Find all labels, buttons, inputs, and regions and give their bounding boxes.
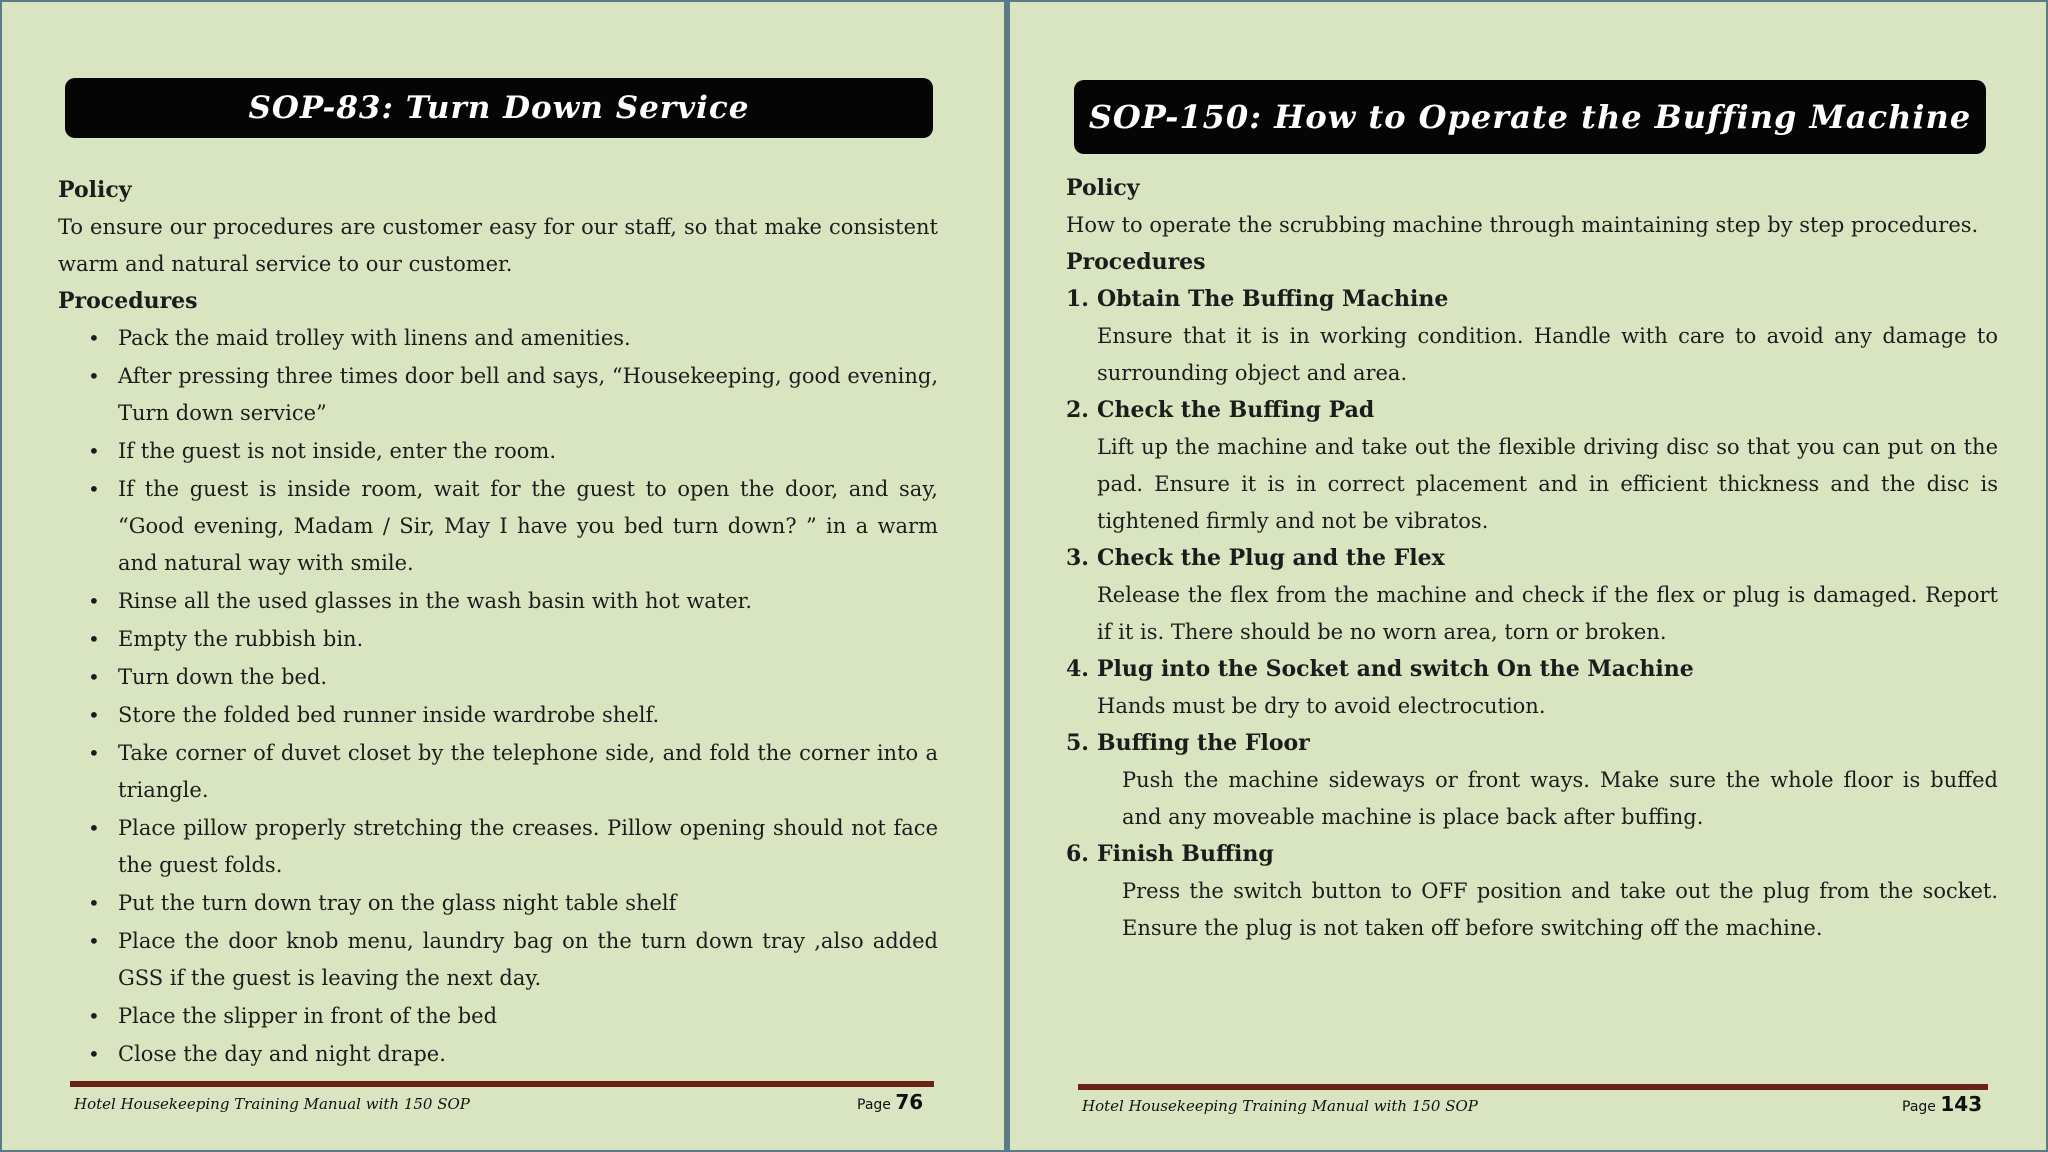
footer-title: Hotel Housekeeping Training Manual with 150 SOP <box>74 1095 470 1113</box>
procedure-step <box>1066 725 1998 836</box>
step-body: Hands must be dry to avoid electrocution. <box>1097 694 1546 718</box>
step-body: Push the machine sideways or front ways. Make sure the whole floor is buffed and any moveable machine is place back after buffing. <box>1122 768 1998 829</box>
step-number: 2. <box>1066 397 1089 423</box>
step-body: Release the flex from the machine and check if the flex or plug is damaged. Report if it is. There should be no worn area, torn or broken. <box>1097 583 1998 644</box>
step-title: Check the Buffing Pad <box>1097 397 1375 423</box>
step-number: 5. <box>1066 730 1089 756</box>
list-item: • Turn down the bed. <box>118 659 938 696</box>
procedures-heading: Procedures <box>1066 249 1206 275</box>
step-body: Lift up the machine and take out the flexible driving disc so that you can put on the pad. Ensure it is in correct placement and in efficient thickness and the disc is tightened firmly and not be vibratos. <box>1097 435 1998 533</box>
step-title: Check the Plug and the Flex <box>1097 545 1445 571</box>
procedure-step <box>1066 392 1998 540</box>
list-item: • Put the turn down tray on the glass night table shelf <box>118 885 938 922</box>
policy-heading: Policy <box>58 177 132 203</box>
page-label: Page <box>857 1097 891 1113</box>
procedures-heading: Procedures <box>58 288 198 314</box>
step-number: 1. <box>1066 286 1089 312</box>
step-number: 6. <box>1066 841 1089 867</box>
right-page <box>1008 0 2048 1152</box>
policy-text: How to operate the scrubbing machine through maintaining step by step procedures. <box>1066 213 1979 237</box>
list-item: • Place pillow properly stretching the creases. Pillow opening should not face the guest folds. <box>118 810 938 884</box>
step-title: Buffing the Floor <box>1097 730 1310 756</box>
list-item: • After pressing three times door bell and says, “Housekeeping, good evening, Turn down service” <box>118 358 938 432</box>
procedure-step <box>1066 281 1998 392</box>
page-number <box>857 1090 923 1114</box>
footer-divider <box>70 1081 934 1087</box>
procedure-step <box>1066 836 1998 947</box>
list-item: • If the guest is not inside, enter the room. <box>118 433 938 470</box>
left-page-content <box>58 172 938 1074</box>
page-number <box>1902 1092 1982 1116</box>
step-number: 3. <box>1066 545 1089 571</box>
step-body: Press the switch button to OFF position and take out the plug from the socket. Ensure the plug is not taken off before switching off the machine. <box>1122 879 1998 940</box>
step-title: Obtain The Buffing Machine <box>1097 286 1449 312</box>
list-item: • Store the folded bed runner inside wardrobe shelf. <box>118 697 938 734</box>
footer-title: Hotel Housekeeping Training Manual with 150 SOP <box>1082 1097 1478 1115</box>
right-page-title: SOP-150: How to Operate the Buffing Machine <box>1074 80 1986 154</box>
list-item: • Place the slipper in front of the bed <box>118 998 938 1035</box>
left-page <box>0 0 1006 1152</box>
footer-divider <box>1078 1084 1988 1090</box>
procedure-list <box>58 320 938 1073</box>
list-item: • Place the door knob menu, laundry bag on the turn down tray ,also added GSS if the guest is leaving the next day. <box>118 923 938 997</box>
list-item: • If the guest is inside room, wait for the guest to open the door, and say, “Good evening, Madam / Sir, May I have you bed turn down? ” in a warm and natural way with smile. <box>118 471 938 582</box>
page-number-value: 76 <box>895 1090 924 1114</box>
list-item: • Pack the maid trolley with linens and amenities. <box>118 320 938 357</box>
step-body: Ensure that it is in working condition. Handle with care to avoid any damage to surrounding object and area. <box>1097 324 1998 385</box>
procedure-step <box>1066 540 1998 651</box>
list-item: • Take corner of duvet closet by the telephone side, and fold the corner into a triangle. <box>118 735 938 809</box>
procedure-step <box>1066 651 1998 725</box>
page-number-value: 143 <box>1940 1092 1983 1116</box>
step-number: 4. <box>1066 656 1089 682</box>
list-item: • Empty the rubbish bin. <box>118 621 938 658</box>
page-label: Page <box>1902 1099 1936 1115</box>
step-title: Plug into the Socket and switch On the Machine <box>1097 656 1694 682</box>
list-item: • Rinse all the used glasses in the wash basin with hot water. <box>118 583 938 620</box>
step-title: Finish Buffing <box>1097 841 1274 867</box>
policy-text: To ensure our procedures are customer easy for our staff, so that make consistent warm and natural service to our customer. <box>58 215 938 276</box>
list-item: • Close the day and night drape. <box>118 1036 938 1073</box>
policy-heading: Policy <box>1066 175 1140 201</box>
right-page-content <box>1066 170 1998 947</box>
left-page-title: SOP-83: Turn Down Service <box>65 78 933 138</box>
